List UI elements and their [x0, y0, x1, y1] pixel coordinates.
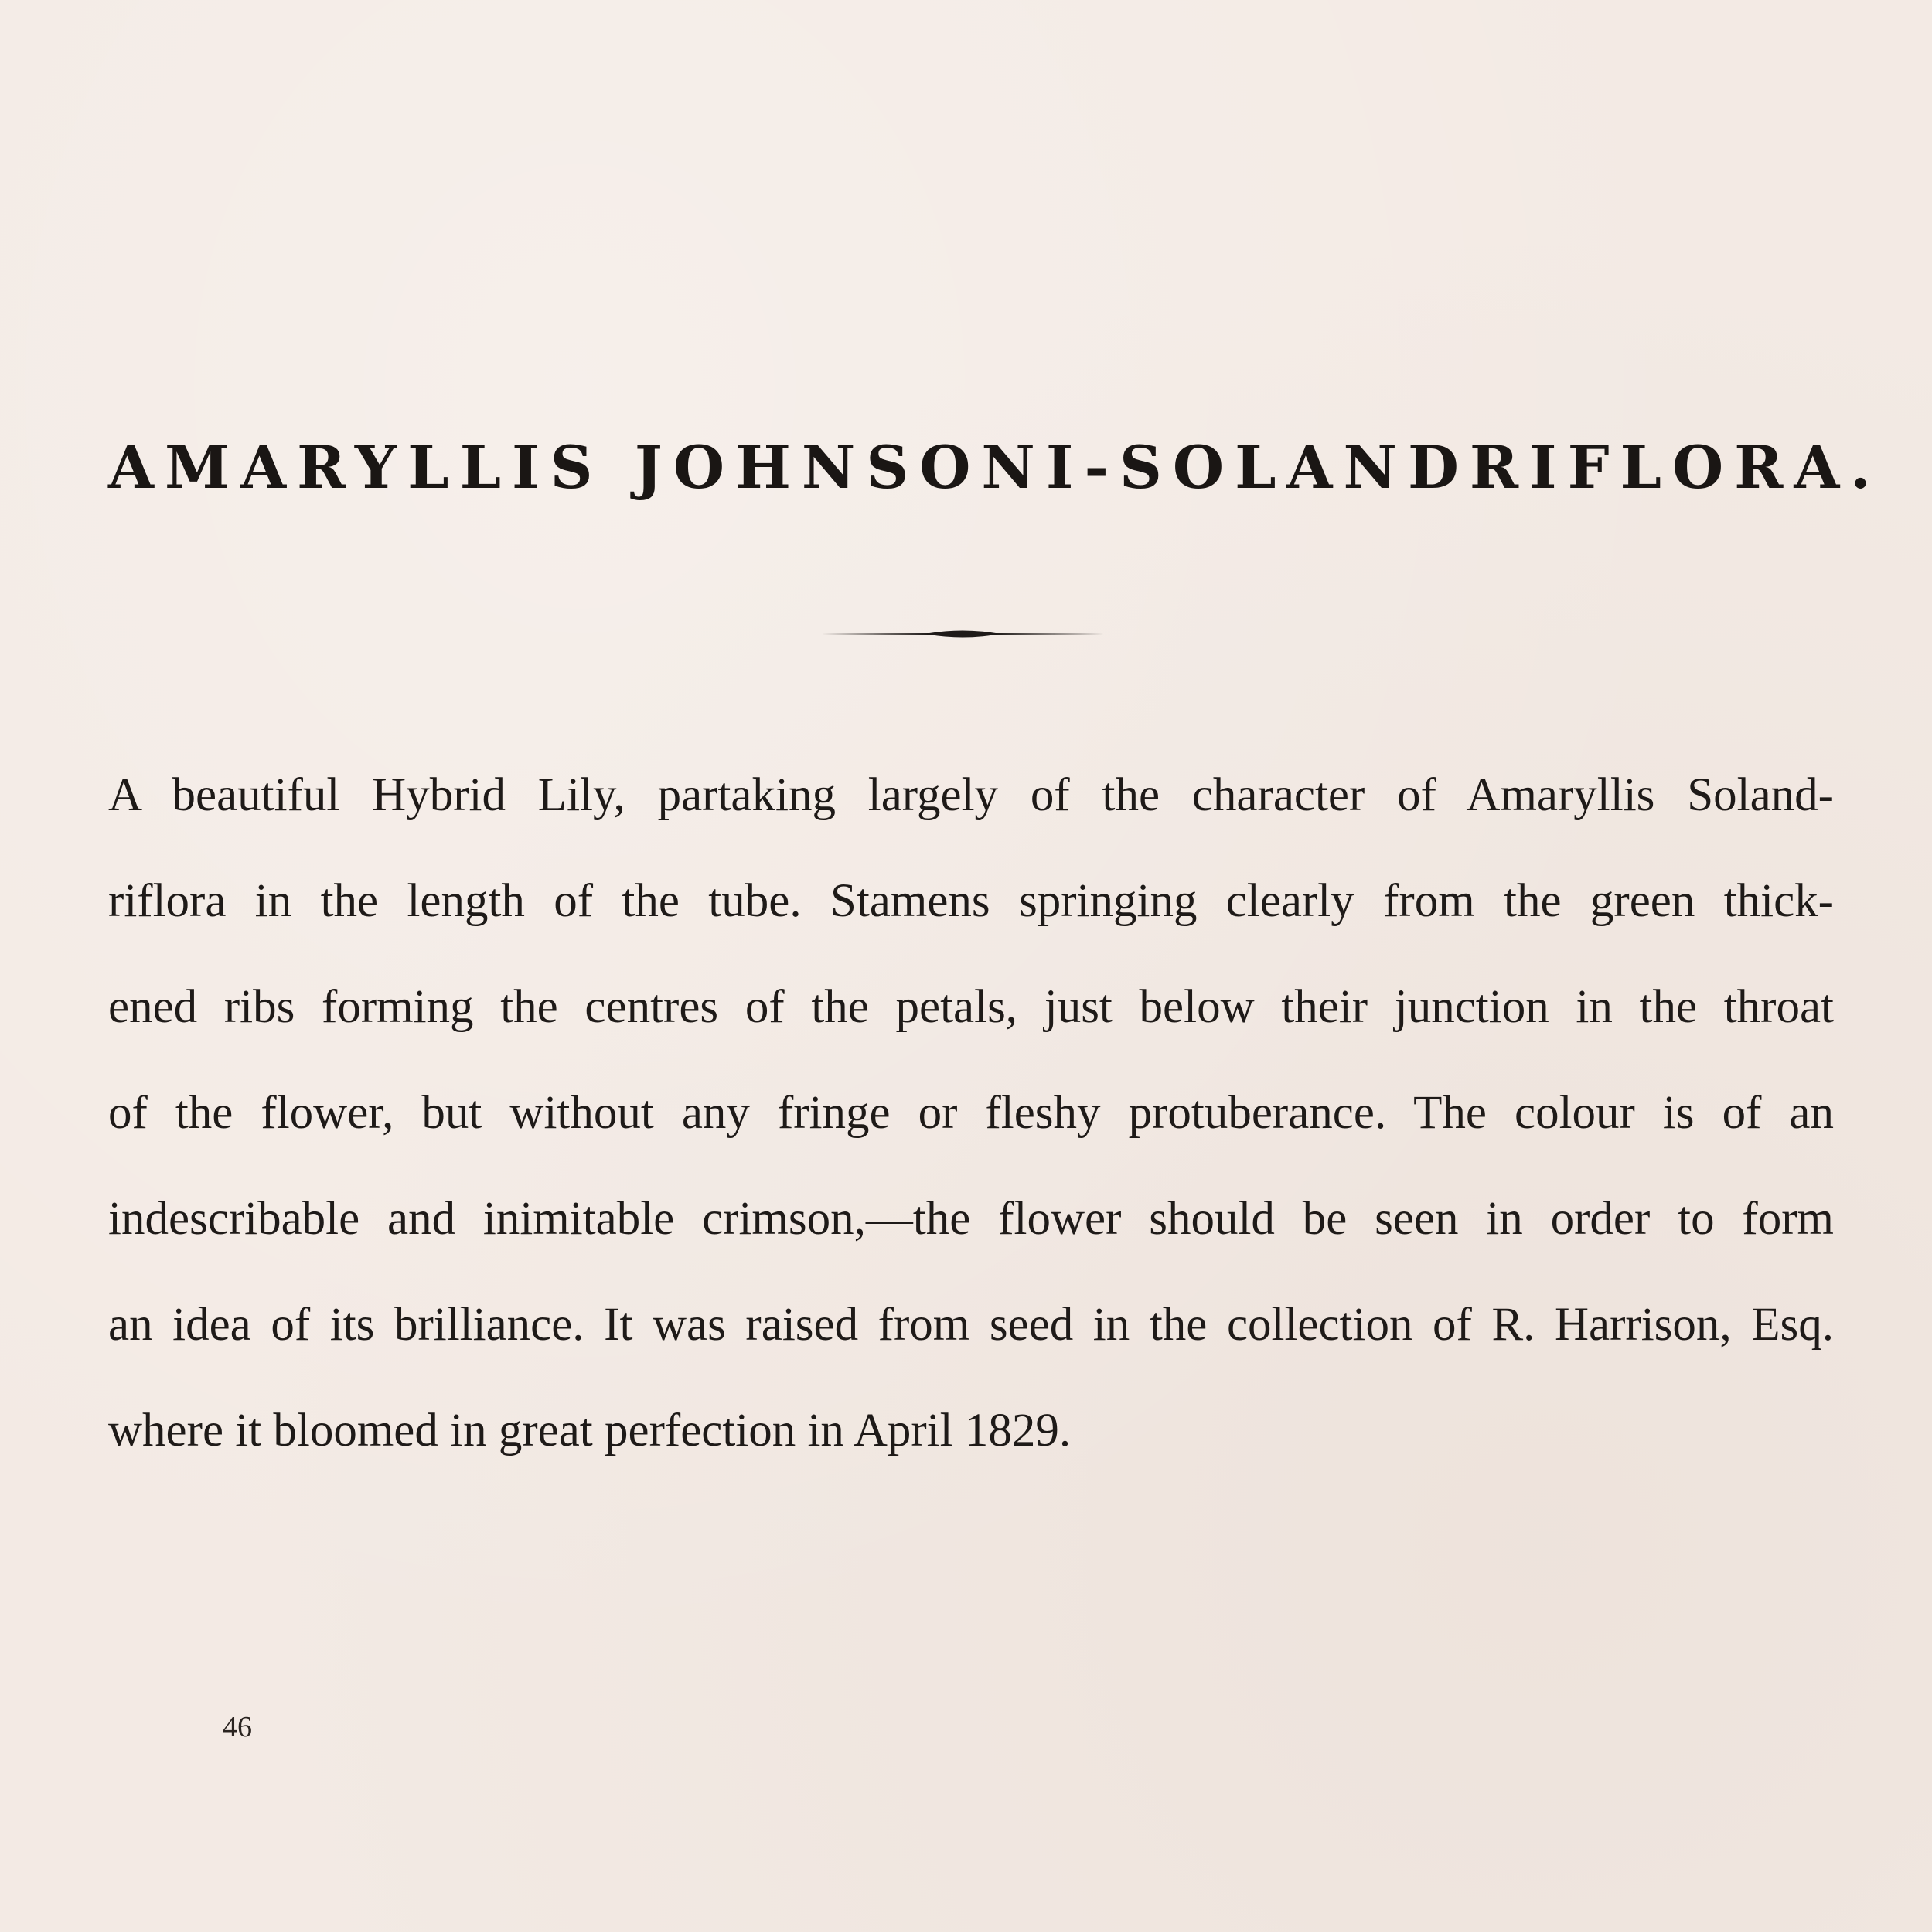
body-line: riflora in the length of the tube. Stamens springing clearly from the green thick- [108, 875, 1834, 927]
body-line: of the flower, but without any fringe or fleshy protuberance. The colour is of an [108, 1087, 1834, 1139]
body-line: indescribable and inimitable crimson,—the flower should be seen in order to form [108, 1193, 1834, 1245]
body-line: an idea of its brilliance. It was raised from seed in the collection of R. Harrison, Esq. [108, 1299, 1834, 1351]
body-line: A beautiful Hybrid Lily, partaking largely of the character of Amaryllis Soland- [108, 769, 1834, 821]
body-paragraph [108, 742, 1834, 1484]
ornamental-divider [821, 625, 1104, 643]
body-line: where it bloomed in great perfection in April 1829. [108, 1405, 1072, 1457]
body-line: ened ribs forming the centres of the petals, just below their junction in the throat [108, 981, 1834, 1033]
page-number: 46 [223, 1711, 252, 1743]
document-title: AMARYLLIS JOHNSONI-SOLANDRIFLORA. [108, 433, 1882, 502]
